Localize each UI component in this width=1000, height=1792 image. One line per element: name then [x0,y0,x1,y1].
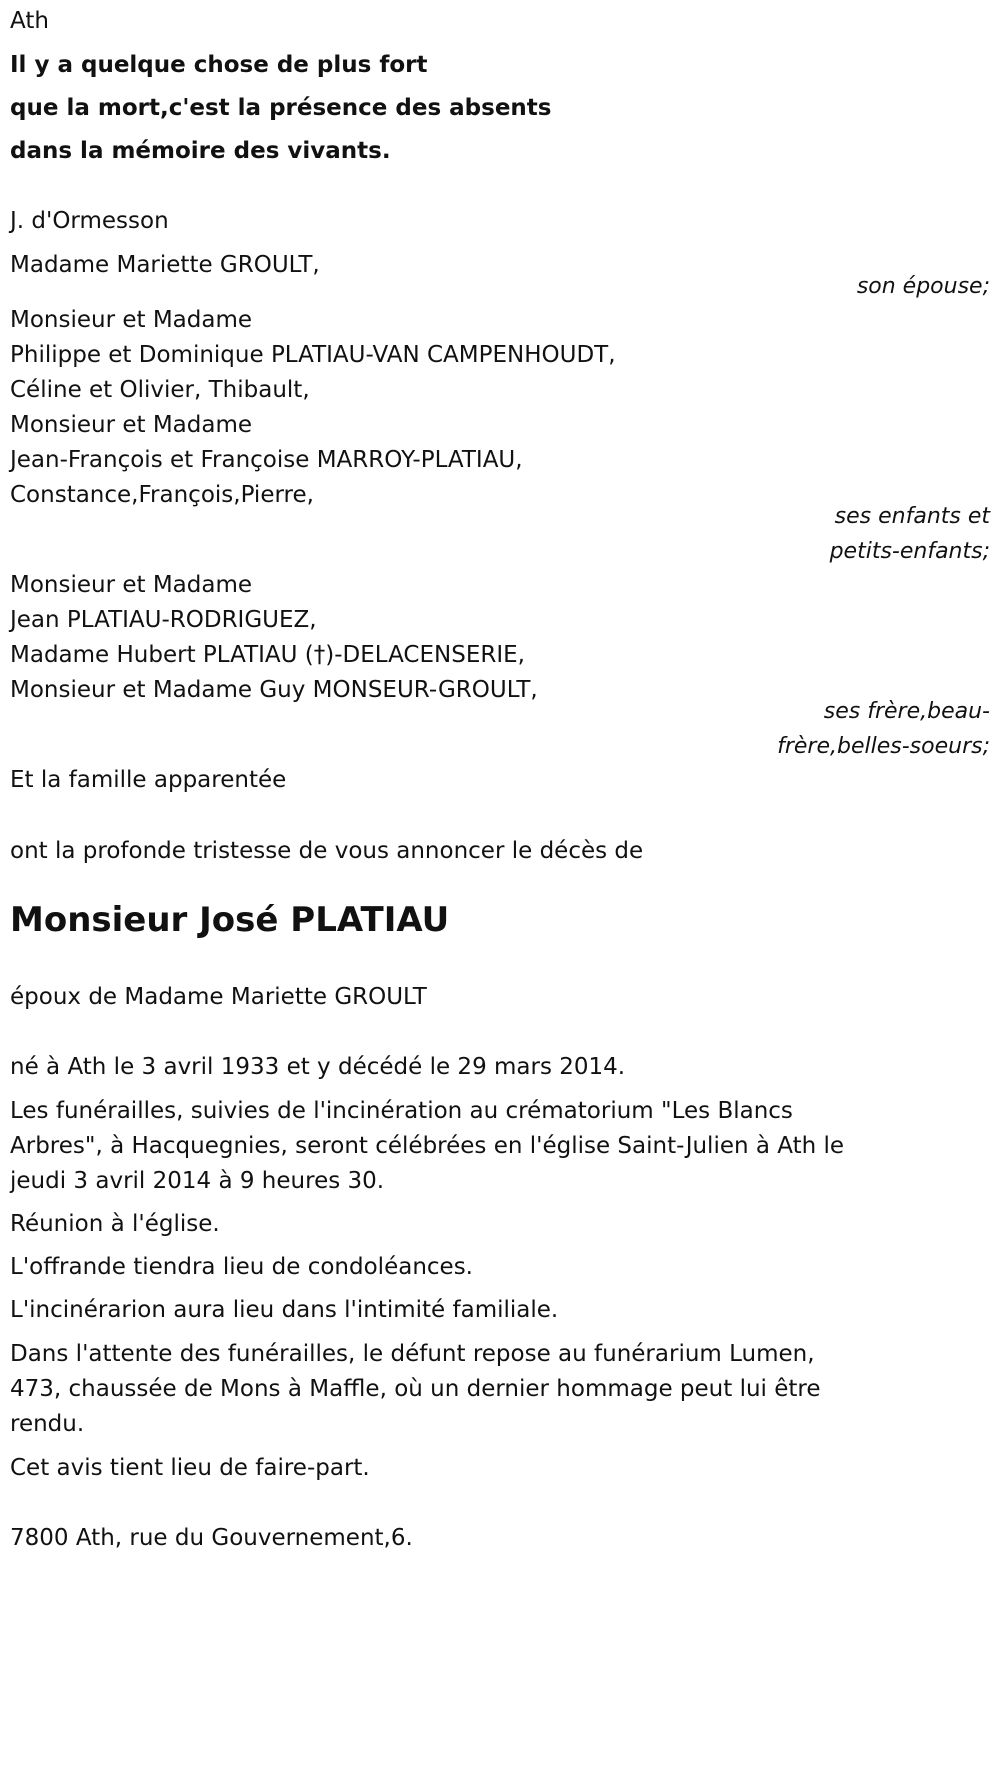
repose-line-3: rendu. [10,1411,85,1437]
children-line-6: Constance,François,Pierre, [10,482,314,508]
funeral-line-3: jeudi 3 avril 2014 à 9 heures 30. [10,1168,385,1194]
spouse-relation: son épouse; [856,274,990,299]
offering-text: L'offrande tiendra lieu de condoléances. [10,1254,473,1280]
siblings-relation-line-2: frère,belles-soeurs; [777,734,990,759]
repose-line-1: Dans l'attente des funérailles, le défunt repose au funérarium Lumen, [10,1341,815,1367]
siblings-line-2: Jean PLATIAU-RODRIGUEZ, [10,607,317,633]
location-header: Ath [10,8,49,34]
funeral-line-1: Les funérailles, suivies de l'incinération au crématorium "Les Blancs [10,1098,793,1124]
siblings-line-1: Monsieur et Madame [10,572,253,598]
quote-line-3: dans la mémoire des vivants. [10,138,391,164]
siblings-relation-line-1: ses frère,beau- [823,699,990,724]
meeting-text: Réunion à l'église. [10,1211,220,1237]
children-line-4: Monsieur et Madame [10,412,253,438]
spouse-of: époux de Madame Mariette GROULT [10,984,427,1010]
deceased-name: Monsieur José PLATIAU [10,900,450,940]
siblings-line-3: Madame Hubert PLATIAU (†)-DELACENSERIE, [10,642,525,668]
funeral-line-2: Arbres", à Hacquegnies, seront célébrées en l'église Saint-Julien à Ath le [10,1133,845,1159]
siblings-line-4: Monsieur et Madame Guy MONSEUR-GROULT, [10,677,538,703]
quote-line-2: que la mort,c'est la présence des absents [10,95,552,121]
announcement-text: ont la profonde tristesse de vous annoncer le décès de [10,838,644,864]
address-text: 7800 Ath, rue du Gouvernement,6. [10,1525,413,1551]
spouse-name: Madame Mariette GROULT, [10,252,320,278]
children-line-5: Jean-François et Françoise MARROY-PLATIAU, [10,447,523,473]
repose-line-2: 473, chaussée de Mons à Maffle, où un dernier hommage peut lui être [10,1376,821,1402]
notice-text: Cet avis tient lieu de faire-part. [10,1455,370,1481]
children-relation-line-2: petits-enfants; [829,539,990,564]
quote-author: J. d'Ormesson [10,208,169,234]
children-line-2: Philippe et Dominique PLATIAU-VAN CAMPENHOUDT, [10,342,616,368]
cremation-text: L'incinérarion aura lieu dans l'intimité familiale. [10,1297,559,1323]
children-relation-line-1: ses enfants et [834,504,990,529]
children-line-1: Monsieur et Madame [10,307,253,333]
birth-death: né à Ath le 3 avril 1933 et y décédé le 29 mars 2014. [10,1054,626,1080]
children-line-3: Céline et Olivier, Thibault, [10,377,310,403]
extended-family: Et la famille apparentée [10,767,287,793]
quote-line-1: Il y a quelque chose de plus fort [10,52,428,78]
